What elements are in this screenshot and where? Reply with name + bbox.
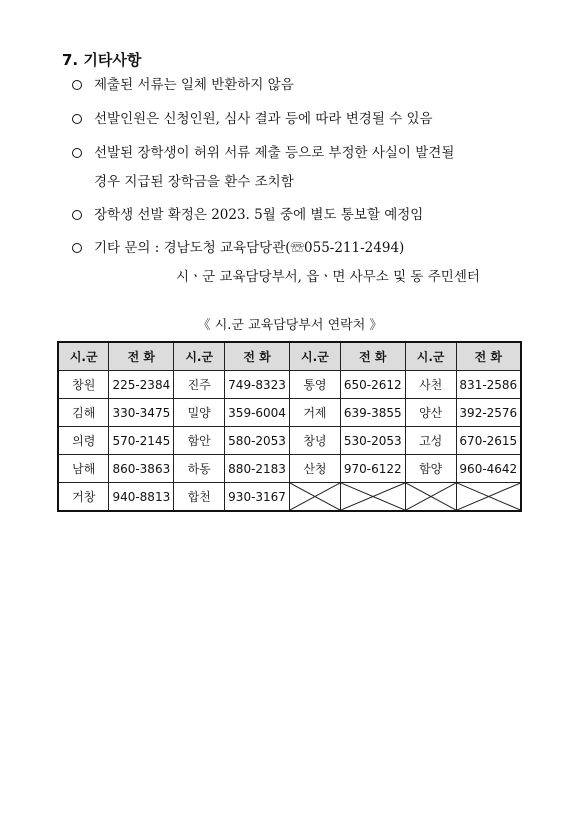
notice-item-text: 선발된 장학생이 허위 서류 제출 등으로 부정한 사실이 발견될 [94,145,455,161]
table-row [58,483,521,512]
notice-item [72,141,454,161]
phone-cell: 930-3167 [225,483,290,512]
empty-crossed-cell [456,483,521,512]
notice-item-text: 선발인원은 신청인원, 심사 결과 등에 따라 변경될 수 있음 [94,111,433,127]
circle-bullet-icon [72,80,82,90]
contacts-table [57,341,522,512]
notice-item-text: 장학생 선발 확정은 2023. 5월 중에 별도 통보할 예정임 [94,207,424,223]
notice-item-continuation: 경우 지급된 장학금을 환수 조치함 [94,174,294,190]
city-cell: 밀양 [174,399,225,427]
notice-item [72,203,423,223]
header-phone: 전 화 [340,342,405,371]
table-row [58,427,521,455]
header-phone: 전 화 [225,342,290,371]
city-cell: 진주 [174,371,225,399]
phone-cell: 530-2053 [340,427,405,455]
notice-item-text: 제출된 서류는 일체 반환하지 않음 [94,77,294,93]
circle-bullet-icon [72,114,82,124]
empty-crossed-cell [405,483,456,512]
phone-cell: 670-2615 [456,427,521,455]
city-cell: 함안 [174,427,225,455]
city-cell: 사천 [405,371,456,399]
city-cell: 고성 [405,427,456,455]
city-cell: 합천 [174,483,225,512]
header-city: 시.군 [405,342,456,371]
phone-cell: 330-3475 [109,399,174,427]
city-cell: 양산 [405,399,456,427]
phone-cell: 860-3863 [109,455,174,483]
cross-mark-icon [457,483,520,510]
notice-item [72,73,294,93]
circle-bullet-icon [72,210,82,220]
phone-cell: 392-2576 [456,399,521,427]
notice-item-continuation: 시ㆍ군 교육담당부서, 읍ㆍ면 사무소 및 동 주민센터 [176,269,480,285]
city-cell: 거제 [289,399,340,427]
circle-bullet-icon [72,243,82,253]
phone-cell: 225-2384 [109,371,174,399]
city-cell: 거창 [58,483,109,512]
cross-mark-icon [406,483,456,510]
notice-item-text: 기타 문의 : 경남도청 교육담당관(☏055-211-2494) [94,240,405,256]
city-cell: 창원 [58,371,109,399]
header-phone: 전 화 [456,342,521,371]
notice-item [72,236,404,256]
phone-cell: 359-6004 [225,399,290,427]
phone-cell: 580-2053 [225,427,290,455]
header-phone: 전 화 [109,342,174,371]
city-cell: 남해 [58,455,109,483]
header-city: 시.군 [174,342,225,371]
section-heading: 7. 기타사항 [62,51,142,69]
phone-cell: 940-8813 [109,483,174,512]
city-cell: 함양 [405,455,456,483]
city-cell: 의령 [58,427,109,455]
phone-cell: 749-8323 [225,371,290,399]
table-row [58,399,521,427]
empty-crossed-cell [289,483,340,512]
phone-cell: 970-6122 [340,455,405,483]
table-caption: 《 시.군 교육담당부서 연락처 》 [197,318,383,333]
table-row [58,371,521,399]
notice-item [72,107,433,127]
table-row [58,455,521,483]
header-city: 시.군 [58,342,109,371]
header-city: 시.군 [289,342,340,371]
city-cell: 김해 [58,399,109,427]
table-header-row [58,342,521,371]
phone-cell: 880-2183 [225,455,290,483]
cross-mark-icon [290,483,340,510]
circle-bullet-icon [72,148,82,158]
phone-cell: 639-3855 [340,399,405,427]
city-cell: 창녕 [289,427,340,455]
phone-cell: 650-2612 [340,371,405,399]
phone-cell: 960-4642 [456,455,521,483]
city-cell: 통영 [289,371,340,399]
city-cell: 산청 [289,455,340,483]
phone-cell: 831-2586 [456,371,521,399]
phone-cell: 570-2145 [109,427,174,455]
city-cell: 하동 [174,455,225,483]
empty-crossed-cell [340,483,405,512]
cross-mark-icon [341,483,405,510]
